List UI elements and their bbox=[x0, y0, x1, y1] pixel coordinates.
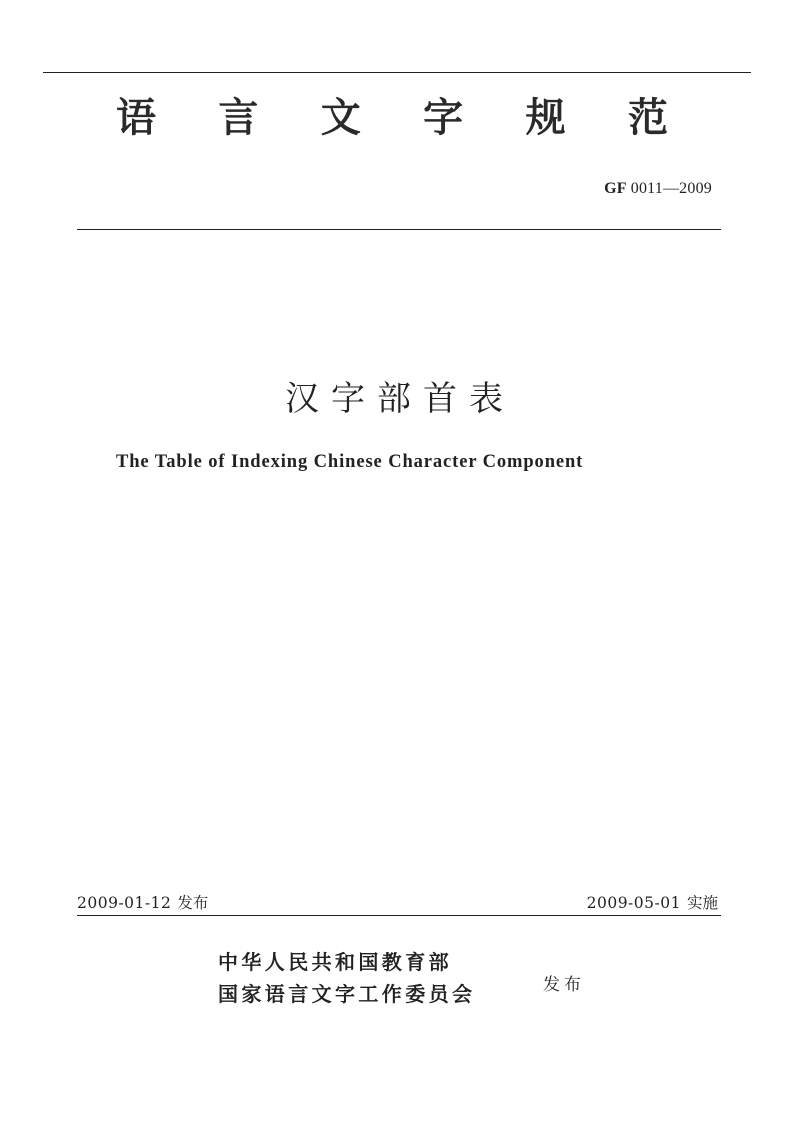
effective-date-value: 2009-05-01 bbox=[586, 894, 681, 912]
series-title-char: 言 bbox=[218, 94, 259, 141]
effective-date bbox=[587, 894, 718, 913]
series-title bbox=[112, 94, 672, 141]
release-date-label: 发布 bbox=[177, 894, 209, 912]
series-title-char: 字 bbox=[423, 94, 464, 141]
issuer-ministry: 中华人民共和国教育部 bbox=[218, 950, 452, 974]
issuer-block bbox=[218, 952, 475, 1016]
document-title bbox=[0, 379, 794, 419]
top-rule bbox=[43, 72, 751, 73]
standard-code-number: 0011—2009 bbox=[630, 180, 712, 197]
effective-date-label: 实施 bbox=[686, 894, 718, 912]
dates-rule bbox=[77, 915, 721, 916]
series-title-char: 语 bbox=[116, 94, 156, 141]
series-title-char: 范 bbox=[627, 94, 668, 141]
release-date bbox=[77, 894, 208, 913]
standard-code-prefix: GF bbox=[604, 180, 627, 197]
release-date-value: 2009-01-12 bbox=[77, 894, 172, 912]
english-title: The Table of Indexing Chinese Character Component bbox=[116, 452, 584, 472]
document-title-text: 汉字部首表 bbox=[285, 379, 515, 419]
series-title-char: 文 bbox=[320, 94, 361, 141]
issuer-committee: 国家语言文字工作委员会 bbox=[218, 982, 476, 1006]
header-rule bbox=[77, 229, 721, 230]
issue-label: 发布 bbox=[543, 975, 585, 995]
series-title-char: 规 bbox=[525, 94, 566, 141]
standard-code bbox=[604, 180, 712, 198]
